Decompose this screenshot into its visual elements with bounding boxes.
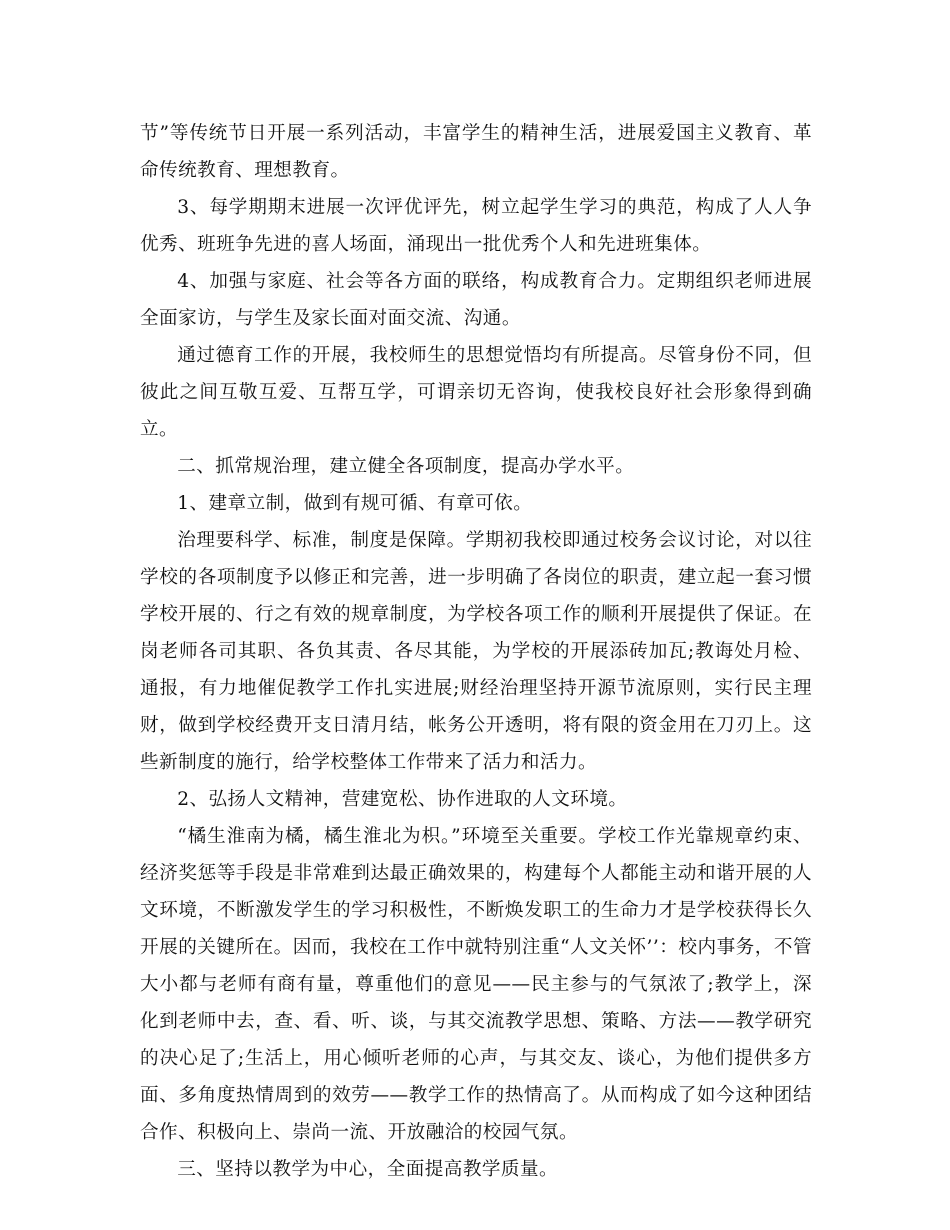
section-heading-management: 二、抓常规治理，建立健全各项制度，提高办学水平。 [177, 456, 635, 477]
paragraph-management-system: 治理要科学、标准，制度是保障。学期初我校即通过校务会议讨论，对以往学校的各项制度予以修正和完善，进一步明确了各岗位的职责，建立起一套习惯学校开展的、行之有效的规章制度，为学校各项工作的顺利开展提供了保证。在岗老师各司其职、各负其责、各尽其能，为学校的开展添砖加瓦;教诲处月检、通报，有力地催促教学工作扎实进展;财经治理坚持开源节流原则，实行民主理财，做到学校经费开支日清月结，帐务公开透明，将有限的资金用在刀刃上。这些新制度的施行，给学校整体工作带来了活力和活力。 [140, 530, 812, 773]
document-body [140, 115, 812, 1188]
subheading-rules: 1、建章立制，做到有规可循、有章可依。 [177, 493, 533, 514]
paragraph-festival-activities: 节”等传统节日开展一系列活动，丰富学生的精神生活，进展爱国主义教育、革命传统教育、理想教育。 [140, 123, 812, 181]
paragraph-family-contact: 4、加强与家庭、社会等各方面的联络，构成教育合力。定期组织老师进展全面家访，与学生及家长面对面交流、沟通。 [140, 271, 812, 329]
section-heading-teaching: 三、坚持以教学为中心，全面提高教学质量。 [177, 1159, 559, 1180]
paragraph-moral-education-result: 通过德育工作的开展，我校师生的思想觉悟均有所提高。尽管身份不同，但彼此之间互敬互爱、互帮互学，可谓亲切无咨询，使我校良好社会形象得到确立。 [140, 345, 812, 440]
paragraph-evaluation: 3、每学期期末进展一次评优评先，树立起学生学习的典范，构成了人人争优秀、班班争先进的喜人场面，涌现出一批优秀个人和先进班集体。 [140, 197, 812, 255]
paragraph-humanistic-environment: “橘生淮南为橘，橘生淮北为枳。”环境至关重要。学校工作光靠规章约束、经济奖惩等手段是非常难到达最正确效果的，构建每个人都能主动和谐开展的人文环境，不断激发学生的学习积极性，不断焕发职工的生命力才是学校获得长久开展的关键所在。因而，我校在工作中就特别注重“人文关怀’’：校内事务，不管大小都与老师有商有量，尊重他们的意见——民主参与的气氛浓了;教学上，深化到老师中去，查、看、听、谈，与其交流教学思想、策略、方法——教学研究的决心足了;生活上，用心倾听老师的心声，与其交友、谈心，为他们提供多方面、多角度热情周到的效劳——教学工作的热情高了。从而构成了如今这种团结合作、积极向上、崇尚一流、开放融洽的校园气氛。 [140, 826, 812, 1143]
subheading-humanistic-spirit: 2、弘扬人文精神，营建宽松、协作进取的人文环境。 [177, 789, 628, 810]
